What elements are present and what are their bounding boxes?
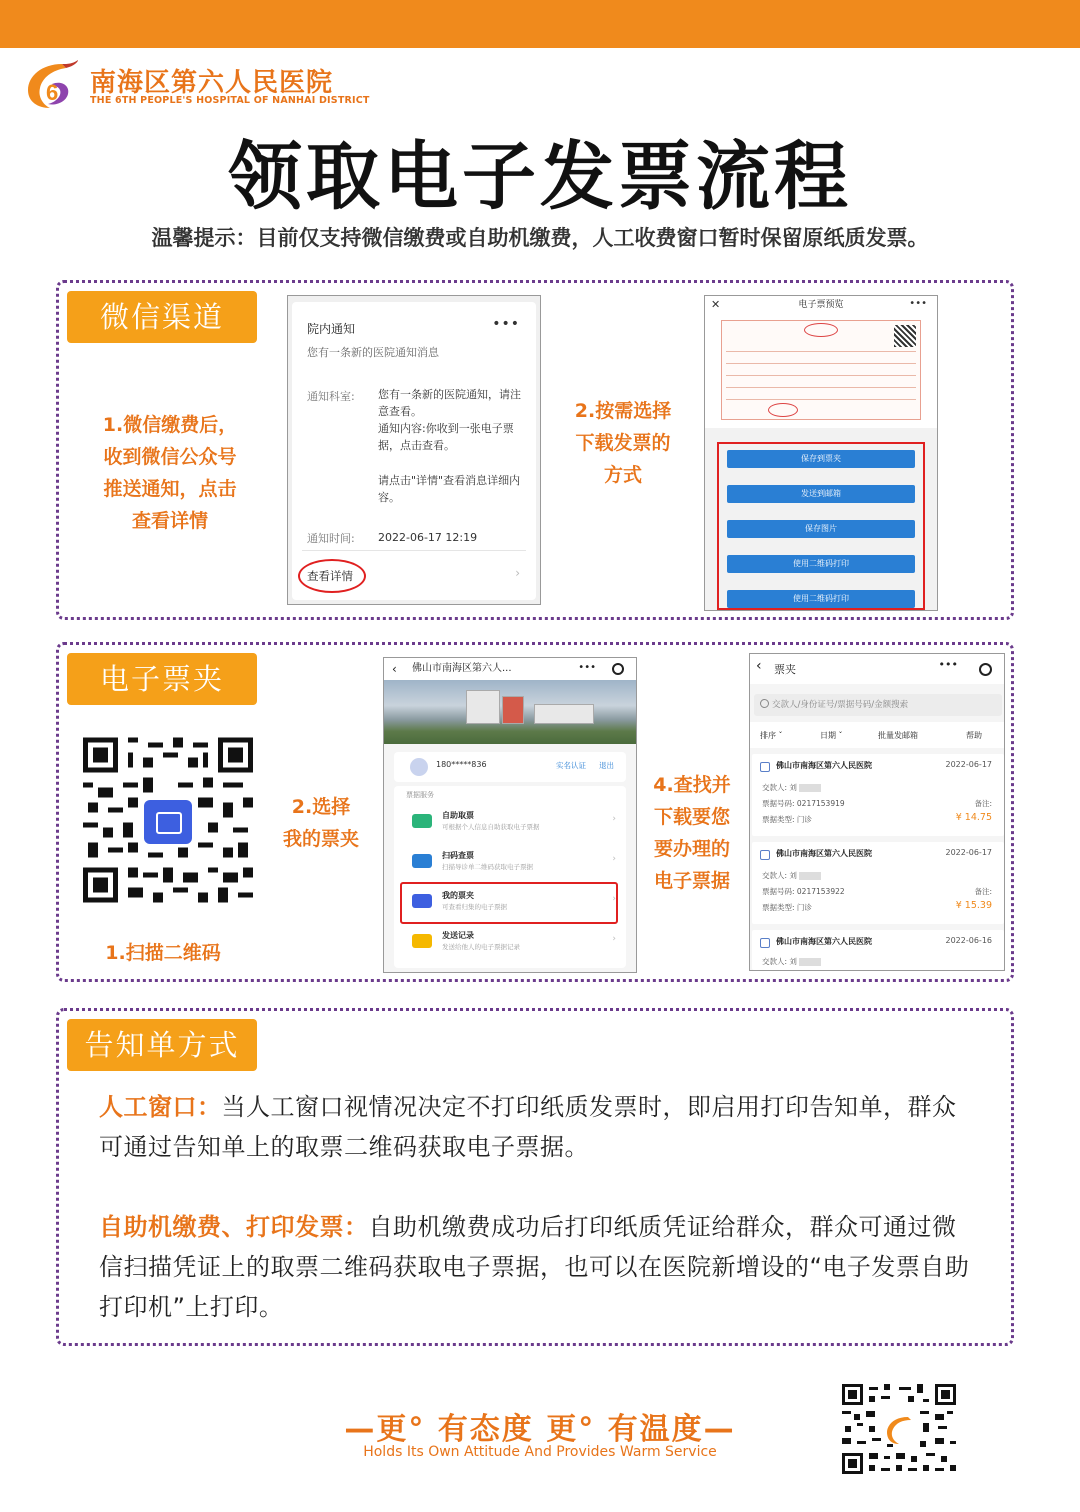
wechat-step2-line: 下载发票的 [575, 432, 671, 454]
choose-wallet-line: 2.选择 [291, 796, 351, 818]
self-service-text: 自助机缴费成功后打印纸质凭证给群众，群众可通过微信扫描凭证上的取票二维码获取电子票据，也可以在医院新增设的“电子发票自助打印机”上打印。 [99, 1213, 970, 1321]
date-dropdown[interactable]: 日期 ˇ [820, 731, 843, 740]
batch-email-button[interactable]: 批量发邮箱 [878, 731, 918, 740]
service-row-title: 我的票夹 [442, 891, 474, 900]
chevron-right-icon: › [612, 934, 616, 944]
card-hospital-name: 佛山市南海区第六人民医院 [776, 849, 872, 858]
building [534, 704, 594, 724]
wechat-step2-line: 方式 [603, 464, 642, 486]
more-icon[interactable]: ••• [909, 298, 927, 309]
app-title: 佛山市南海区第六人... [412, 663, 512, 674]
service-row-title: 发送记录 [442, 931, 474, 940]
hospital-name-en: THE 6TH PEOPLE'S HOSPITAL OF NANHAI DISTRICT [90, 95, 370, 106]
invoice-preview-screenshot [704, 295, 938, 611]
card-amount: ¥ 14.75 [955, 812, 992, 823]
save-image-button[interactable]: 保存图片 [727, 520, 915, 538]
service-row-title: 自助取票 [442, 811, 474, 820]
card-payer: 交款人: 刘 [762, 783, 797, 792]
chevron-right-icon: › [515, 566, 520, 580]
service-row-sub: 扫描导诊单二维码获取电子票据 [442, 863, 533, 871]
hospital-icon [760, 850, 770, 860]
blurred-name [799, 784, 821, 792]
back-icon[interactable]: ‹ [392, 662, 397, 676]
wechat-step2 [551, 395, 695, 491]
top-color-bar [0, 0, 1080, 48]
slogan-cn: —更° 有态度 更° 有温度— [344, 1412, 736, 1447]
notice-card [292, 302, 536, 600]
find-download-step [637, 769, 747, 897]
invoice-card[interactable] [752, 842, 1004, 924]
search-icon [760, 699, 769, 708]
section-e-wallet [56, 642, 1014, 982]
card-date: 2022-06-17 [945, 760, 992, 769]
service-list [394, 786, 626, 968]
stamp-mark [768, 403, 798, 417]
view-detail-link[interactable]: 查看详情 [307, 569, 353, 583]
more-icon[interactable]: ••• [938, 658, 958, 671]
user-phone: 180*****836 [436, 760, 487, 769]
chevron-right-icon: › [612, 814, 616, 824]
card-number: 票据号码: 0217153919 [762, 799, 845, 808]
help-link[interactable]: 帮助 [966, 731, 982, 740]
wallet-header [750, 654, 1004, 684]
service-row-sub: 发送给他人的电子票据记录 [442, 943, 520, 951]
tip-text: 温馨提示：目前仅支持微信缴费或自助机缴费，人工收费窗口暂时保留原纸质发票。 [151, 226, 929, 250]
card-payer: 交款人: 刘 [762, 871, 797, 880]
blurred-name [799, 872, 821, 880]
qr-print-button[interactable]: 使用二维码打印 [727, 590, 915, 608]
card-note-label: 备注: [974, 799, 992, 808]
search-placeholder: 交款人/身份证号/票据号码/金额搜索 [772, 700, 909, 710]
footer-qr-code [842, 1384, 956, 1474]
section-tag-wechat: 微信渠道 [67, 291, 257, 343]
notice-content-value: 通知内容:你收到一张电子票据，点击查看。 [378, 422, 514, 452]
qr-code-icon [894, 325, 916, 347]
invoice-rule [726, 387, 916, 388]
manual-window-paragraph [99, 1087, 979, 1167]
notice-time-value: 2022-06-17 12:19 [378, 531, 478, 544]
wechat-step1-line: 收到微信公众号 [103, 446, 237, 468]
save-to-wallet-button[interactable]: 保存到票夹 [727, 450, 915, 468]
bill-service-screenshot [383, 657, 637, 973]
card-type: 票据类型: 门诊 [762, 815, 812, 824]
wechat-step2-line: 2.按需选择 [574, 400, 672, 422]
notice-dept-value: 您有一条新的医院通知，请注意查看。 [378, 388, 521, 418]
close-circle-icon[interactable] [612, 663, 624, 675]
card-date: 2022-06-17 [945, 848, 992, 857]
find-download-line: 下载要您 [653, 806, 730, 828]
hospital-icon [760, 938, 770, 948]
card-payer: 交款人: 刘 [762, 957, 797, 966]
invoice-card[interactable] [752, 754, 1004, 836]
service-row-sub: 可查看归集的电子票据 [442, 903, 507, 911]
red-box-highlight [717, 442, 925, 610]
wechat-step1-line: 1.微信缴费后， [102, 414, 238, 436]
card-note-label: 备注: [974, 887, 992, 896]
wallet-icon [144, 800, 192, 844]
verify-link[interactable]: 实名认证 [556, 761, 586, 770]
card-date: 2022-06-16 [945, 936, 992, 945]
service-row-sub: 可根据个人信息自助获取电子票据 [442, 823, 540, 831]
filter-bar [750, 722, 1004, 748]
service-row-self-pick[interactable] [394, 804, 626, 840]
wallet-title: 票夹 [774, 663, 796, 676]
service-row-scan[interactable] [394, 844, 626, 880]
qr-print-button[interactable]: 使用二维码打印 [727, 555, 915, 573]
logout-link[interactable]: 退出 [599, 761, 614, 770]
ticket-icon [412, 814, 432, 828]
wechat-step1-line: 查看详情 [131, 510, 208, 532]
scan-icon [412, 854, 432, 868]
service-row-send-record[interactable] [394, 924, 626, 960]
close-icon[interactable]: ✕ [711, 298, 721, 311]
sort-dropdown[interactable]: 排序 ˇ [760, 731, 783, 740]
section-wechat [56, 280, 1014, 620]
close-circle-icon[interactable] [979, 663, 992, 676]
manual-window-text: 当人工窗口视情况决定不打印纸质发票时，即启用打印告知单，群众可通过告知单上的取票二维码获取电子票据。 [99, 1093, 957, 1161]
search-input[interactable] [754, 694, 1002, 716]
section-tag-notice-slip: 告知单方式 [67, 1019, 257, 1071]
service-row-title: 扫码查票 [442, 851, 474, 860]
svg-text:6: 6 [46, 80, 59, 105]
manual-window-heading: 人工窗口： [99, 1093, 222, 1121]
notice-dept-label: 通知科室: [307, 390, 355, 403]
wechat-step1-line: 推送通知，点击 [103, 478, 237, 500]
chevron-right-icon: › [612, 894, 616, 904]
page-title: 领取电子发票流程 [228, 134, 852, 220]
send-to-email-button[interactable]: 发送到邮箱 [727, 485, 915, 503]
self-service-heading: 自助机缴费、打印发票： [99, 1213, 369, 1241]
user-bar [394, 752, 626, 782]
hospital-photo [384, 680, 636, 744]
hospital-name-cn: 南海区第六人民医院 [90, 68, 334, 98]
card-hospital-name: 佛山市南海区第六人民医院 [776, 761, 872, 770]
service-title: 票据服务 [406, 791, 434, 799]
scan-qr-step: 1.扫描二维码 [105, 942, 221, 964]
back-icon[interactable]: ‹ [756, 658, 762, 674]
card-amount: ¥ 15.39 [955, 900, 992, 911]
section-notice-slip [56, 1008, 1014, 1346]
building [466, 690, 500, 724]
notice-subtitle: 您有一条新的医院通知消息 [307, 346, 439, 359]
chevron-right-icon: › [612, 854, 616, 864]
avatar [410, 758, 428, 776]
invoice-rule [726, 351, 916, 352]
notice-hint-value: 请点击"详情"查看消息详细内容。 [378, 474, 521, 504]
notice-time-label: 通知时间: [307, 532, 355, 545]
find-download-line: 要办理的 [653, 838, 730, 860]
wallet-screenshot [749, 653, 1005, 971]
more-icon[interactable]: ••• [578, 662, 596, 673]
invoice-rule [726, 375, 916, 376]
blurred-name [799, 958, 821, 966]
app-header [384, 658, 636, 680]
find-download-line: 电子票据 [653, 870, 730, 892]
hospital-logo [22, 58, 80, 110]
choose-wallet-line: 我的票夹 [282, 828, 359, 850]
more-icon[interactable]: ••• [492, 316, 520, 332]
invoice-rule [726, 399, 916, 400]
preview-title: 电子票预览 [798, 300, 844, 310]
self-service-paragraph [99, 1207, 979, 1327]
slogan-en: Holds Its Own Attitude And Provides Warm Service [363, 1444, 717, 1460]
notice-title: 院内通知 [307, 322, 356, 336]
section-tag-e-wallet: 电子票夹 [67, 653, 257, 705]
building [502, 696, 524, 724]
red-circle-highlight [298, 559, 366, 593]
card-hospital-name: 佛山市南海区第六人民医院 [776, 937, 872, 946]
card-number: 票据号码: 0217153922 [762, 887, 845, 896]
card-type: 票据类型: 门诊 [762, 903, 812, 912]
invoice-rule [726, 363, 916, 364]
record-icon [412, 934, 432, 948]
notice-phone-screenshot [287, 295, 541, 605]
choose-wallet-step [269, 791, 373, 855]
red-box-highlight [400, 882, 618, 924]
divider [302, 550, 526, 551]
wechat-step1 [77, 409, 263, 537]
find-download-line: 4.查找并 [653, 774, 731, 796]
invoice-image [721, 320, 921, 420]
hospital-icon [760, 762, 770, 772]
invoice-card[interactable] [752, 930, 1004, 970]
stamp-mark [804, 323, 838, 337]
